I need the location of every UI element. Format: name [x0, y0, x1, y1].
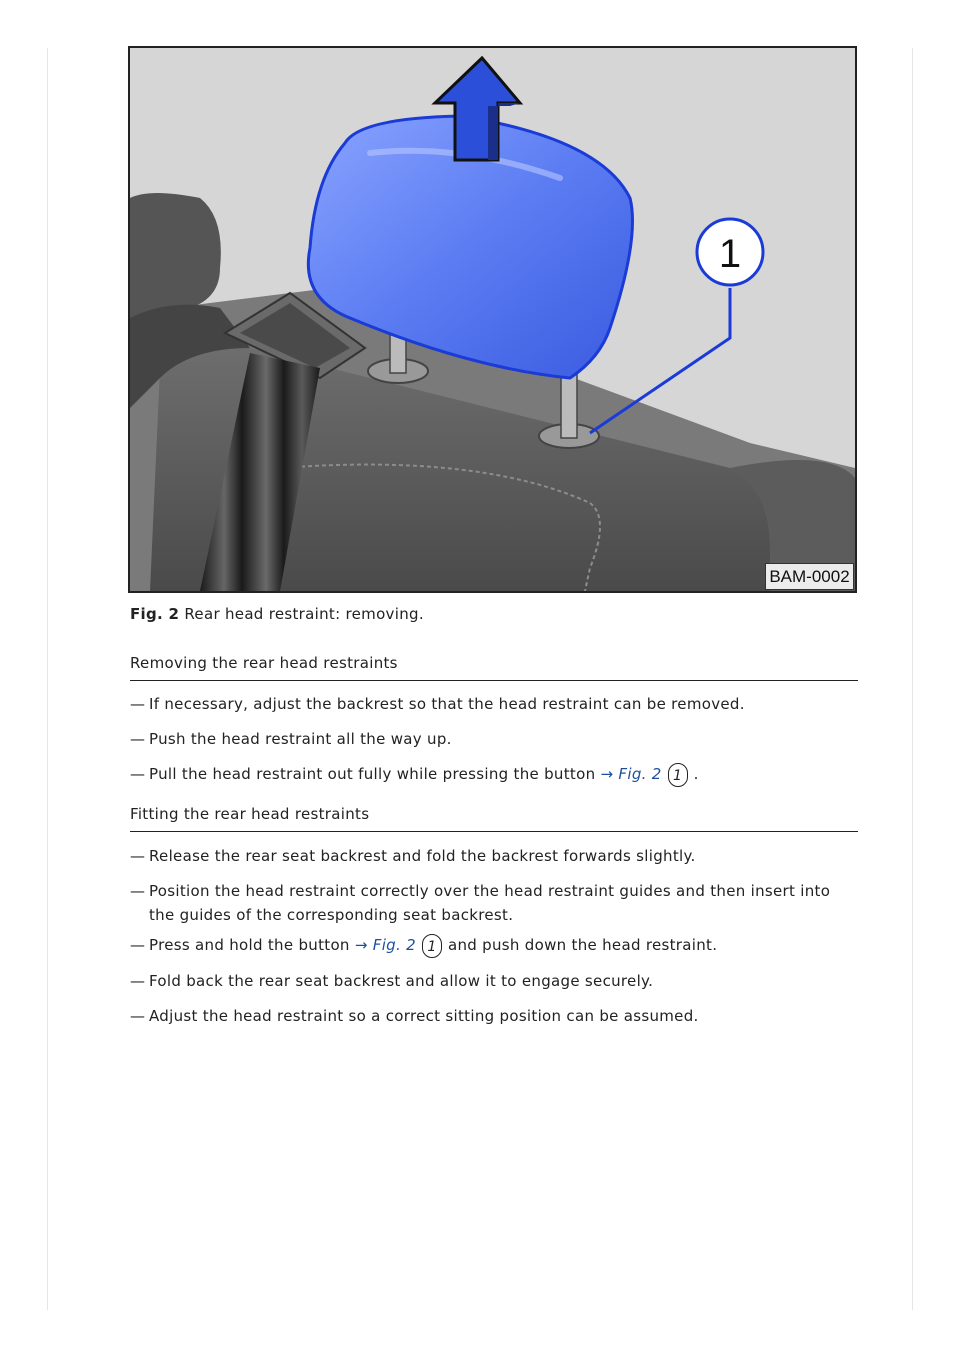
head-restraint-illustration — [130, 48, 855, 591]
dash: — — [130, 695, 146, 713]
dash: — — [130, 971, 146, 990]
figure-ref-text: Fig. 2 — [372, 936, 416, 954]
callout-badge: 1 — [668, 763, 688, 787]
arrow-right-icon: → — [354, 936, 368, 954]
step-text: Press and hold the button — [149, 936, 350, 954]
list-item — [130, 969, 858, 993]
list-item — [130, 844, 858, 868]
section-heading-fitting: Fitting the rear head restraints — [130, 805, 858, 832]
figure-link[interactable] — [355, 936, 416, 954]
step-text: Release the rear seat backrest and fold the backrest forwards slightly. — [149, 847, 696, 865]
right-margin-rule — [912, 48, 913, 1310]
image-code-label: BAM-0002 — [765, 563, 854, 590]
removing-steps-list — [130, 692, 858, 798]
step-text: Fold back the rear seat backrest and allow it to engage securely. — [149, 971, 654, 990]
section-heading-removing: Removing the rear head restraints — [130, 654, 858, 681]
step-text: Adjust the head restraint so a correct sitting position can be assumed. — [149, 1006, 699, 1025]
dash: — — [130, 765, 146, 783]
figure-ref-text: Fig. 2 — [618, 765, 662, 783]
arrow-right-icon: → — [600, 765, 614, 783]
caption-text: Rear head restraint: removing. — [184, 605, 424, 623]
dash: — — [130, 730, 146, 748]
figure-caption — [130, 605, 424, 623]
list-item — [130, 727, 858, 751]
callout-badge: 1 — [422, 934, 442, 958]
step-text: If necessary, adjust the backrest so that the head restraint can be removed. — [149, 695, 745, 713]
step-text: Push the head restraint all the way up. — [149, 730, 452, 748]
step-text: Position the head restraint correctly over the head restraint guides and then insert into the guides of the corresponding seat backrest. — [149, 882, 831, 924]
left-margin-rule — [47, 48, 48, 1310]
figure-link[interactable] — [600, 765, 661, 783]
step-text-after: and push down the head restraint. — [447, 936, 718, 954]
dash: — — [130, 936, 146, 954]
list-item — [130, 1004, 858, 1028]
fitting-steps-list — [130, 844, 858, 1039]
list-item — [130, 879, 858, 927]
list-item — [130, 692, 858, 716]
dash: — — [130, 847, 146, 865]
figure-rear-head-restraint — [128, 46, 857, 593]
list-item — [130, 933, 858, 958]
step-text: Pull the head restraint out fully while pressing the button — [149, 765, 596, 783]
dash: — — [130, 1006, 146, 1025]
callout-number: 1 — [718, 232, 742, 276]
step-text-after: . — [693, 765, 699, 783]
caption-label: Fig. 2 — [130, 605, 180, 623]
dash: — — [130, 882, 146, 900]
list-item — [130, 762, 858, 787]
